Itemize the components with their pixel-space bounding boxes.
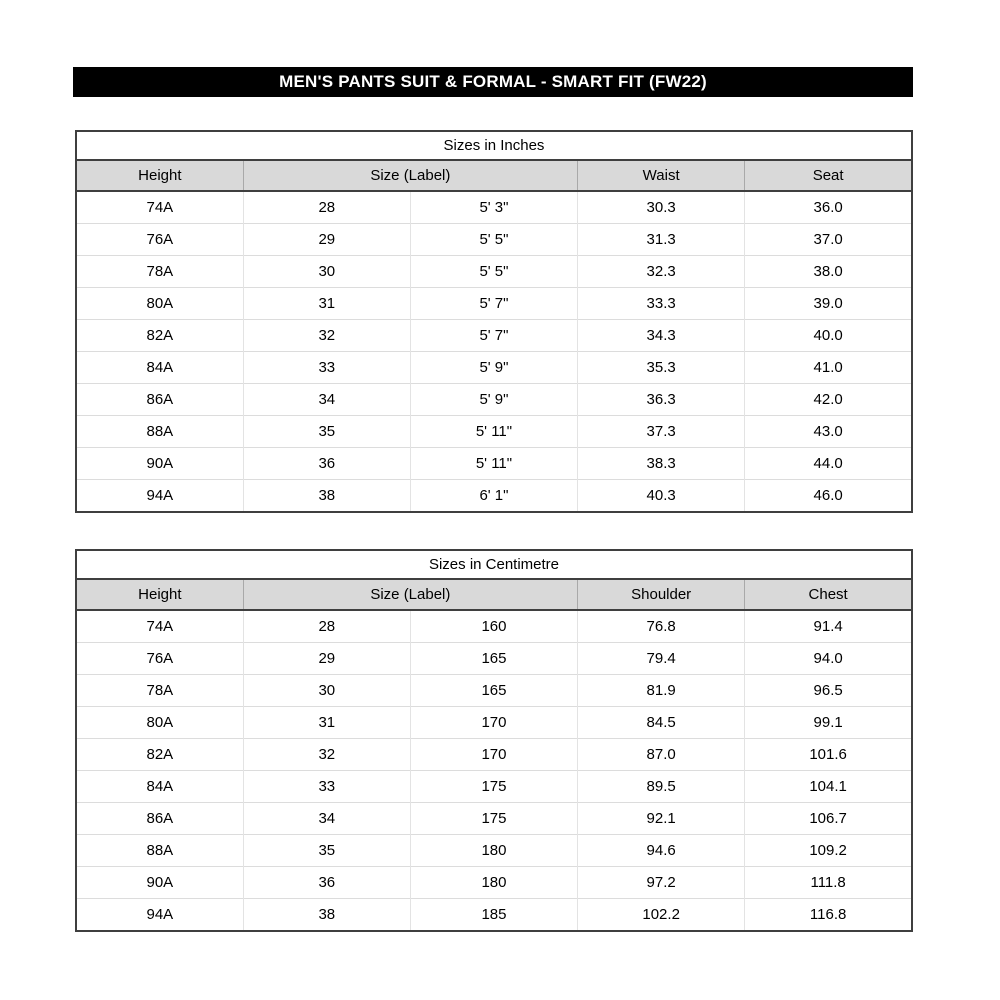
table-cell: 41.0	[745, 352, 912, 384]
table-row	[76, 867, 912, 899]
table-row	[76, 320, 912, 352]
col-header-chest: Chest	[745, 579, 912, 610]
table-cell: 44.0	[745, 448, 912, 480]
table-row	[76, 610, 912, 643]
table-cell: 30	[243, 675, 410, 707]
table-cell: 80A	[76, 288, 243, 320]
table-cell: 33	[243, 771, 410, 803]
table-cell: 84A	[76, 771, 243, 803]
table-row	[76, 739, 912, 771]
table-cell: 116.8	[745, 899, 912, 932]
table-cell: 42.0	[745, 384, 912, 416]
table-cell: 94.0	[745, 643, 912, 675]
table-cell: 5' 3"	[410, 191, 577, 224]
table-cell: 175	[410, 803, 577, 835]
table-cell: 34.3	[578, 320, 745, 352]
table-cell: 38	[243, 480, 410, 513]
table-cell: 88A	[76, 416, 243, 448]
table-cell: 101.6	[745, 739, 912, 771]
table-cell: 96.5	[745, 675, 912, 707]
table-cell: 35.3	[578, 352, 745, 384]
table-cell: 91.4	[745, 610, 912, 643]
table-cell: 89.5	[578, 771, 745, 803]
page-title: MEN'S PANTS SUIT & FORMAL - SMART FIT (FW22)	[279, 72, 707, 91]
table-cell: 5' 11"	[410, 448, 577, 480]
table-cell: 81.9	[578, 675, 745, 707]
table-row	[76, 352, 912, 384]
table-row	[76, 835, 912, 867]
table-row	[76, 899, 912, 932]
table-cell: 36.0	[745, 191, 912, 224]
table-cell: 36	[243, 448, 410, 480]
table-cell: 35	[243, 835, 410, 867]
table-cell: 34	[243, 803, 410, 835]
table-cell: 38.0	[745, 256, 912, 288]
table-cell: 32	[243, 320, 410, 352]
table-cell: 76A	[76, 643, 243, 675]
table-cell: 32	[243, 739, 410, 771]
title-banner	[73, 67, 913, 97]
table-cell: 76A	[76, 224, 243, 256]
table-cell: 86A	[76, 384, 243, 416]
table-cell: 80A	[76, 707, 243, 739]
table-title-row	[76, 131, 912, 160]
table-cell: 5' 7"	[410, 288, 577, 320]
table-cell: 28	[243, 610, 410, 643]
table-cell: 32.3	[578, 256, 745, 288]
table-row	[76, 803, 912, 835]
table-cell: 40.3	[578, 480, 745, 513]
table-cell: 99.1	[745, 707, 912, 739]
table-cell: 185	[410, 899, 577, 932]
table-row	[76, 416, 912, 448]
table-cell: 5' 11"	[410, 416, 577, 448]
table-title-row	[76, 550, 912, 579]
table-cell: 36.3	[578, 384, 745, 416]
table-cell: 30	[243, 256, 410, 288]
table-cell: 94.6	[578, 835, 745, 867]
table-cell: 74A	[76, 610, 243, 643]
table-cell: 84.5	[578, 707, 745, 739]
table-cell: 38.3	[578, 448, 745, 480]
table-cell: 180	[410, 835, 577, 867]
table-cell: 31	[243, 707, 410, 739]
table-cell: 106.7	[745, 803, 912, 835]
table-cell: 38	[243, 899, 410, 932]
table-row	[76, 191, 912, 224]
table-cell: 40.0	[745, 320, 912, 352]
col-header-size-label: Size (Label)	[243, 160, 577, 191]
table-row	[76, 643, 912, 675]
table-cell: 87.0	[578, 739, 745, 771]
table-cell: 46.0	[745, 480, 912, 513]
table-cell: 35	[243, 416, 410, 448]
table-cell: 79.4	[578, 643, 745, 675]
table-cell: 165	[410, 643, 577, 675]
table-cell: 104.1	[745, 771, 912, 803]
col-header-height: Height	[76, 579, 243, 610]
table-cell: 5' 9"	[410, 352, 577, 384]
table-cell: 88A	[76, 835, 243, 867]
table-cell: 37.3	[578, 416, 745, 448]
table-cell: 74A	[76, 191, 243, 224]
table-cell: 90A	[76, 448, 243, 480]
table-cell: 170	[410, 707, 577, 739]
table-cell: 90A	[76, 867, 243, 899]
table-row	[76, 707, 912, 739]
table-header-row	[76, 160, 912, 191]
table-title: Sizes in Centimetre	[76, 550, 912, 579]
table-header-row	[76, 579, 912, 610]
table-cell: 82A	[76, 739, 243, 771]
table-cell: 5' 5"	[410, 224, 577, 256]
table-cell: 78A	[76, 256, 243, 288]
table-cell: 94A	[76, 480, 243, 513]
table-cell: 29	[243, 643, 410, 675]
table-cell: 86A	[76, 803, 243, 835]
table-cell: 5' 7"	[410, 320, 577, 352]
table-cell: 94A	[76, 899, 243, 932]
table-title: Sizes in Inches	[76, 131, 912, 160]
table-cell: 37.0	[745, 224, 912, 256]
table-row	[76, 675, 912, 707]
table-cell: 5' 5"	[410, 256, 577, 288]
sizes-in-centimetre-table	[75, 549, 913, 932]
table-cell: 76.8	[578, 610, 745, 643]
table-cell: 5' 9"	[410, 384, 577, 416]
table-row	[76, 384, 912, 416]
table-cell: 30.3	[578, 191, 745, 224]
table-cell: 31	[243, 288, 410, 320]
table-cell: 33	[243, 352, 410, 384]
table-cell: 6' 1"	[410, 480, 577, 513]
table-cell: 160	[410, 610, 577, 643]
inches-table-body	[76, 191, 912, 512]
col-header-seat: Seat	[745, 160, 912, 191]
table-cell: 180	[410, 867, 577, 899]
table-cell: 31.3	[578, 224, 745, 256]
table-cell: 97.2	[578, 867, 745, 899]
table-row	[76, 448, 912, 480]
table-cell: 28	[243, 191, 410, 224]
table-cell: 92.1	[578, 803, 745, 835]
table-row	[76, 256, 912, 288]
table-cell: 29	[243, 224, 410, 256]
col-header-height: Height	[76, 160, 243, 191]
col-header-waist: Waist	[578, 160, 745, 191]
table-cell: 170	[410, 739, 577, 771]
table-cell: 34	[243, 384, 410, 416]
table-cell: 78A	[76, 675, 243, 707]
col-header-shoulder: Shoulder	[578, 579, 745, 610]
table-cell: 175	[410, 771, 577, 803]
table-row	[76, 771, 912, 803]
table-cell: 109.2	[745, 835, 912, 867]
col-header-size-label: Size (Label)	[243, 579, 577, 610]
table-cell: 82A	[76, 320, 243, 352]
table-row	[76, 480, 912, 513]
table-cell: 39.0	[745, 288, 912, 320]
centimetre-table-body	[76, 610, 912, 931]
table-cell: 111.8	[745, 867, 912, 899]
table-cell: 102.2	[578, 899, 745, 932]
sizes-in-inches-table	[75, 130, 913, 513]
table-cell: 165	[410, 675, 577, 707]
table-row	[76, 224, 912, 256]
table-cell: 36	[243, 867, 410, 899]
table-cell: 84A	[76, 352, 243, 384]
table-row	[76, 288, 912, 320]
table-cell: 33.3	[578, 288, 745, 320]
table-cell: 43.0	[745, 416, 912, 448]
